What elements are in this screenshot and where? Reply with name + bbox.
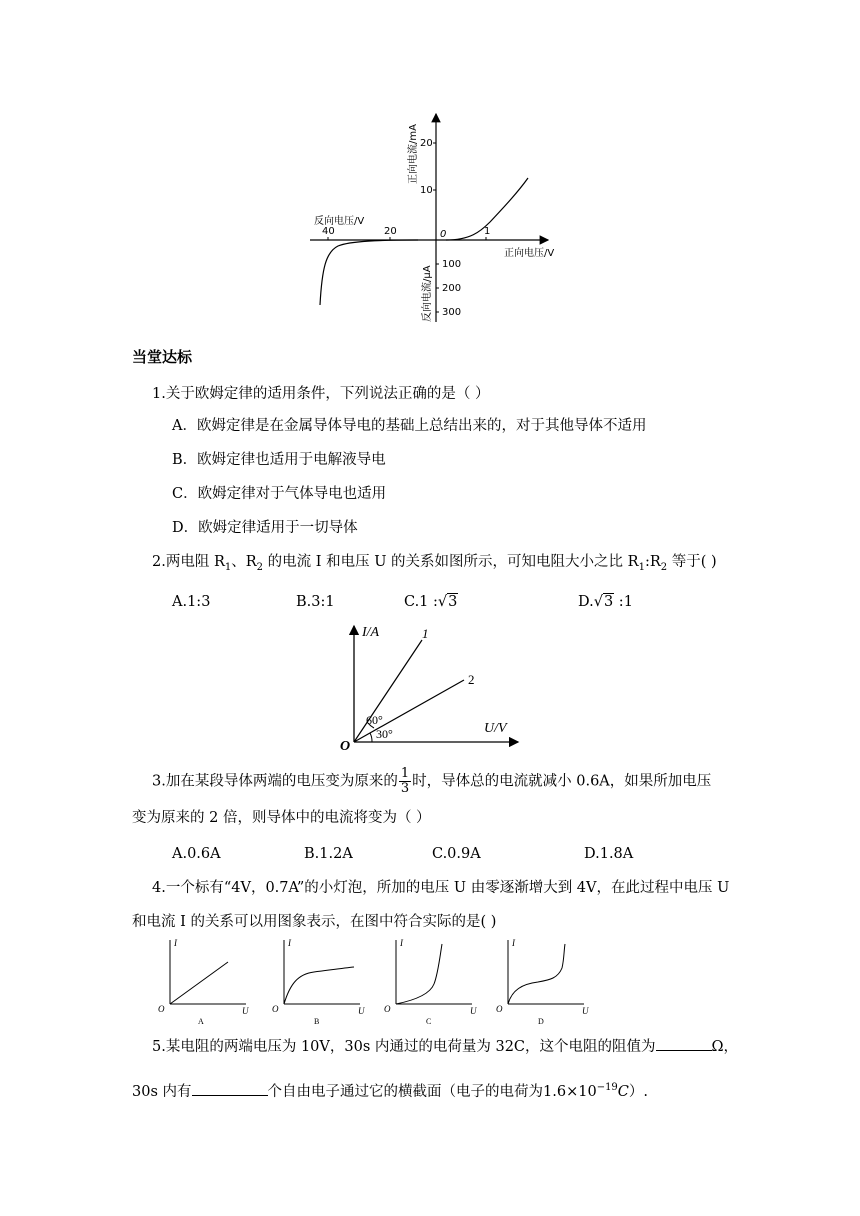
y-tick-200: 200 (442, 283, 462, 294)
svg-text:U: U (358, 1006, 365, 1016)
svg-text:I: I (288, 938, 291, 948)
q5-blank-electrons[interactable] (192, 1081, 268, 1096)
q3-line1: 3.加在某段导体两端的电压变为原来的 $\frac{1}{3}$ 时，导体总的电流就减小 0.6A，如果所加电压 (152, 766, 712, 796)
q3-option-a: A.0.6A (172, 846, 221, 862)
q2-option-a: A.1:3 (172, 594, 211, 610)
q2-option-b: B.3:1 (296, 594, 335, 610)
y-neg-label: 反向电流/μA (422, 265, 433, 322)
q3-option-d: D.1.8A (584, 846, 634, 862)
x-pos-label: 正向电压/V (504, 248, 555, 259)
q5-line1: 5.某电阻的两端电压为 10V，30s 内通过的电荷量为 32C，这个电阻的阻值为 Ω， (152, 1036, 738, 1057)
svg-text:A: A (198, 1017, 204, 1026)
svg-text:I: I (512, 938, 515, 948)
y-tick-300: 300 (442, 307, 462, 318)
line-2 (354, 680, 464, 742)
q4-graphs (150, 934, 610, 1026)
q1-stem: 1.关于欧姆定律的适用条件，下列说法正确的是（ ） (152, 386, 490, 402)
svg-text:I: I (400, 938, 403, 948)
section-title: 当堂达标 (132, 348, 193, 366)
q5-line2: 30s 内有 个自由电子通过它的横截面（电子的电荷为$1.6\times 10^{-19}C$）. (132, 1082, 649, 1100)
x-tick-40: 40 (322, 226, 335, 237)
q4-line2: 和电流 I 的关系可以用图象表示，在图中符合实际的是( ) (132, 914, 497, 930)
svg-text:U: U (470, 1006, 477, 1016)
svg-text:2: 2 (468, 672, 475, 687)
origin-label: 0 (440, 229, 447, 240)
one-third-fraction: $\frac{1}{3}$ (400, 766, 410, 796)
q1-option-a: A．欧姆定律是在金属导体导电的基础上总结出来的，对于其他导体不适用 (172, 418, 647, 434)
svg-text:U: U (582, 1006, 589, 1016)
svg-text:O: O (496, 1004, 503, 1014)
q4-line1: 4.一个标有“4V，0.7A”的小灯泡，所加的电压 U 由零逐渐增大到 4V，在此过程中电压 U (152, 880, 730, 896)
svg-text:C: C (426, 1017, 432, 1026)
q2-iu-graph (308, 618, 528, 752)
q1-option-d: D．欧姆定律适用于一切导体 (172, 520, 358, 536)
svg-text:D: D (538, 1017, 544, 1026)
q3-option-b: B.1.2A (304, 846, 353, 862)
q1-option-c: C．欧姆定律对于气体导电也适用 (172, 486, 387, 502)
svg-text:I/A: I/A (362, 625, 380, 640)
q3-line2: 变为原来的 2 倍，则导体中的电流将变为（ ） (132, 810, 431, 826)
svg-text:O: O (340, 739, 351, 752)
svg-text:U/V: U/V (484, 721, 507, 736)
y-tick-20: 20 (420, 138, 433, 149)
x-tick-1: 1 (484, 226, 491, 237)
reverse-curve (320, 240, 418, 305)
diode-characteristic-chart (270, 100, 570, 330)
graph-c (384, 938, 477, 1026)
graph-a (158, 938, 249, 1026)
y-pos-label: 正向电流/mA (408, 124, 419, 184)
x-neg-label: 反向电压/V (314, 216, 365, 227)
svg-text:O: O (384, 1004, 391, 1014)
y-tick-100: 100 (442, 259, 462, 270)
svg-text:B: B (314, 1017, 320, 1026)
svg-text:O: O (272, 1004, 279, 1014)
svg-text:I: I (174, 938, 177, 948)
q2-option-c: C.1 :√3 (404, 594, 458, 610)
x-tick-20: 20 (384, 226, 397, 237)
graph-b (272, 938, 365, 1026)
svg-text:60°: 60° (366, 713, 383, 727)
svg-text:1: 1 (422, 626, 429, 641)
q1-option-b: B．欧姆定律也适用于电解液导电 (172, 452, 386, 468)
svg-text:U: U (242, 1006, 249, 1016)
svg-text:30°: 30° (376, 727, 393, 741)
q2-option-d: D.√3 :1 (578, 594, 633, 610)
y-tick-10: 10 (420, 185, 433, 196)
svg-text:O: O (158, 1004, 165, 1014)
q3-option-c: C.0.9A (432, 846, 481, 862)
graph-d (496, 938, 589, 1026)
q5-blank-resistance[interactable] (656, 1036, 712, 1051)
q2-stem: 2.两电阻 $R_1$、$R_2$ 的电流 I 和电压 U 的关系如图所示，可知电阻大小之比 $R_1:R_2$ 等于( ) (152, 554, 717, 573)
